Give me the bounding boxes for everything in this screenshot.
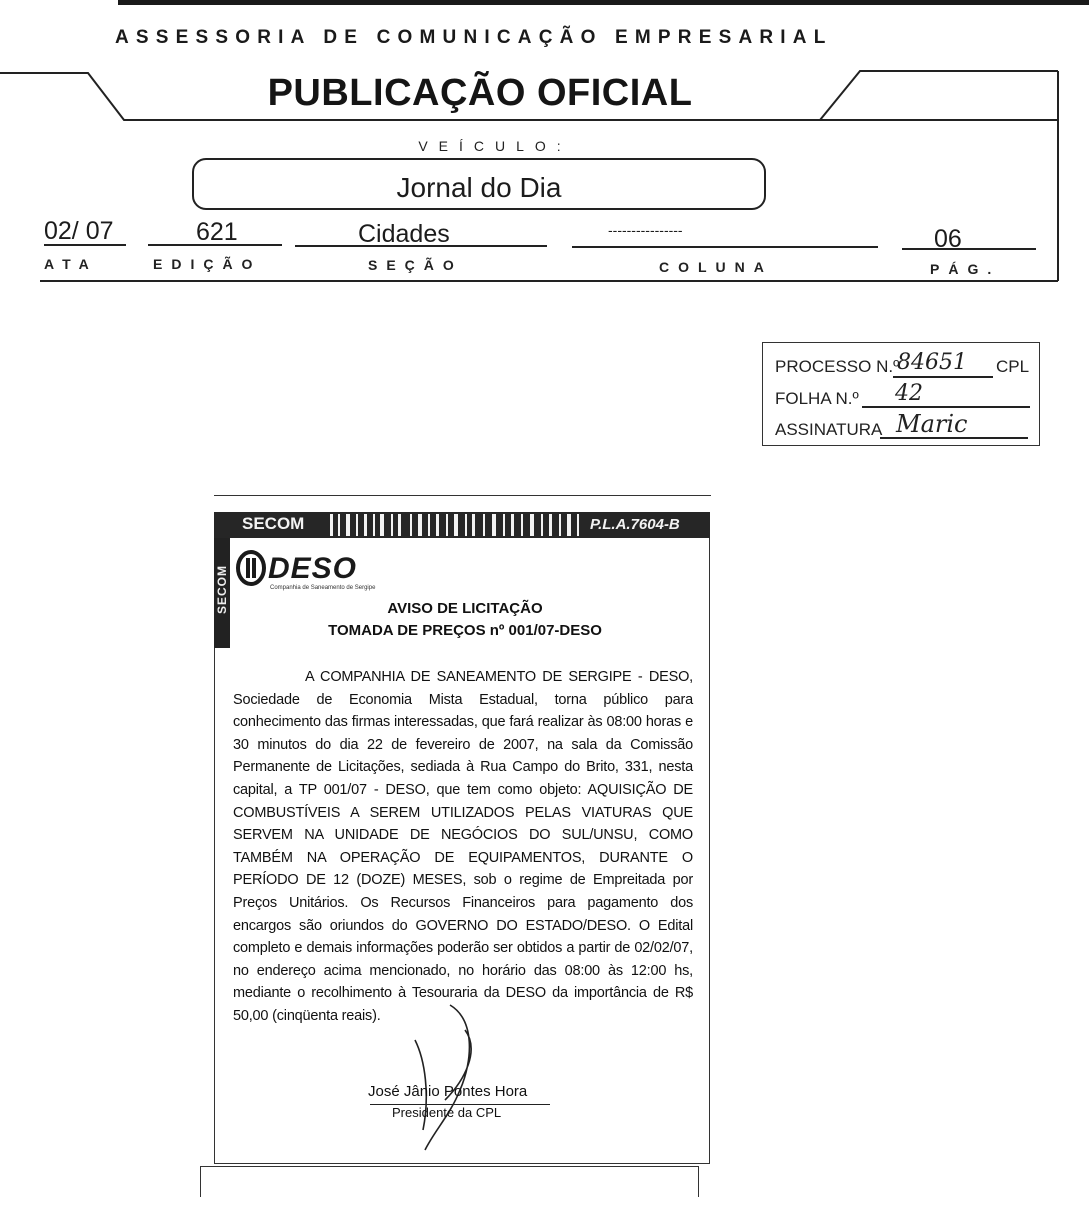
notice-title bbox=[230, 598, 700, 642]
assinatura-label: ASSINATURA bbox=[775, 420, 883, 439]
pag-label: PÁG. bbox=[930, 261, 1001, 277]
barcode-stripe bbox=[373, 514, 375, 536]
barcode-stripe bbox=[436, 514, 439, 536]
barcode-stripe bbox=[330, 514, 333, 536]
barcode-stripe bbox=[454, 514, 458, 536]
edicao-label: EDIÇÃO bbox=[153, 256, 262, 272]
coluna-label: COLUNA bbox=[659, 259, 773, 275]
processo-underline bbox=[893, 376, 993, 378]
page-title: PUBLICAÇÃO OFICIAL bbox=[267, 72, 693, 114]
coluna-underline bbox=[572, 246, 878, 248]
barcode-stripe bbox=[577, 514, 579, 536]
secao-label: SEÇÃO bbox=[368, 257, 463, 273]
barcode-stripe bbox=[567, 514, 571, 536]
barcode-stripe bbox=[346, 514, 350, 536]
deso-logo-wordmark: DESO bbox=[268, 552, 358, 585]
pag-value: 06 bbox=[934, 225, 962, 253]
barcode-stripe bbox=[380, 514, 384, 536]
vehicle-label: VEÍCULO: bbox=[418, 138, 572, 154]
deso-logo-subtitle: Companhia de Saneamento de Sergipe bbox=[270, 585, 376, 591]
barcode-stripe bbox=[541, 514, 543, 536]
handwritten-signature bbox=[405, 1000, 495, 1160]
barcode-stripe bbox=[465, 514, 467, 536]
assinatura-value: Maric bbox=[896, 410, 968, 438]
notice-title-line2: TOMADA DE PREÇOS nº 001/07-DESO bbox=[328, 622, 602, 639]
barcode-stripe bbox=[356, 514, 358, 536]
barcode-stripe bbox=[446, 514, 448, 536]
data-value: 02/ 07 bbox=[44, 217, 114, 245]
barcode-stripe bbox=[511, 514, 514, 536]
signer-name: José Jânio Pontes Hora bbox=[368, 1083, 528, 1100]
barcode-stripe bbox=[428, 514, 430, 536]
barcode-stripe bbox=[521, 514, 523, 536]
organization-header: ASSESSORIA DE COMUNICAÇÃO EMPRESARIAL bbox=[115, 27, 833, 48]
notice-title-line1: AVISO DE LICITAÇÃO bbox=[387, 600, 543, 617]
barcode-stripe bbox=[549, 514, 552, 536]
coluna-value: ---------------- bbox=[608, 222, 683, 238]
folha-underline bbox=[862, 406, 1030, 408]
barcode-stripe bbox=[472, 514, 475, 536]
processo-label: PROCESSO N.º bbox=[775, 357, 900, 376]
deso-logo-icon bbox=[236, 550, 266, 586]
banner-secom: SECOM bbox=[242, 514, 305, 533]
barcode-stripe bbox=[338, 514, 340, 536]
barcode-stripe bbox=[398, 514, 401, 536]
folha-label: FOLHA N.º bbox=[775, 389, 859, 408]
pag-underline bbox=[902, 248, 1036, 250]
banner-code: P.L.A.7604-B bbox=[590, 516, 680, 533]
barcode-stripe bbox=[483, 514, 485, 536]
clipping-top-rule bbox=[214, 495, 711, 496]
signer-role: Presidente da CPL bbox=[392, 1105, 502, 1120]
barcode-stripe bbox=[503, 514, 505, 536]
notice-body: A COMPANHIA DE SANEAMENTO DE SERGIPE - DESO, Sociedade de Economia Mista Estadual, torna público para conhecimento das firmas interessadas, que fará realizar às 08:00 horas e 30 minutos do dia 22 de fevereiro de 2007, na sala da Comissão Permanente de Licitações, sediada à Rua Campo do Brito, 331, nesta capital, a TP 001/07 - DESO, que tem como objeto: AQUISIÇÃO DE COMBUSTÍVEIS A SEREM UTILIZADOS PELAS VIATURAS QUE SERVEM NA UNIDADE DE NEGÓCIOS DO SUL/UNSU, COMO TAMBÉM NA OPERAÇÃO DE EQUIPAMENTOS, DURANTE O PERÍODO DE 12 (DOZE) MESES, sob o regime de Empreitada por Preços Unitários. Os Recursos Financeiros para pagamento dos encargos são oriundos do GOVERNO DO ESTADO/DESO. O Edital completo e demais informações poderão ser obtidos a partir de 02/02/07, no endereço acima mencionado, no horário das 08:00 às 12:00 hs, mediante o recolhimento à Tesouraria da DESO da importância de R$ 50,00 (cinqüenta reais). bbox=[233, 669, 693, 1024]
barcode-stripe bbox=[364, 514, 367, 536]
assinatura-underline bbox=[880, 437, 1028, 439]
barcode-stripe bbox=[418, 514, 422, 536]
barcode-stripe bbox=[492, 514, 496, 536]
top-border-bar bbox=[118, 0, 1089, 5]
barcode-stripe bbox=[559, 514, 561, 536]
edicao-value: 621 bbox=[196, 218, 238, 246]
data-label: ATA bbox=[44, 256, 98, 272]
data-underline bbox=[44, 244, 126, 246]
folha-value: 42 bbox=[895, 381, 923, 406]
bottom-clipping-frame bbox=[200, 1166, 699, 1197]
side-secom-label: SECOM bbox=[215, 564, 229, 614]
vehicle-name: Jornal do Dia bbox=[396, 172, 562, 203]
secao-underline bbox=[295, 245, 547, 247]
edicao-underline bbox=[148, 244, 282, 246]
secao-value: Cidades bbox=[358, 220, 450, 248]
processo-value: 84651 bbox=[897, 350, 967, 375]
processo-suffix: CPL bbox=[996, 357, 1030, 376]
barcode-stripe bbox=[530, 514, 534, 536]
barcode-stripe bbox=[410, 514, 412, 536]
barcode-stripe bbox=[391, 514, 393, 536]
